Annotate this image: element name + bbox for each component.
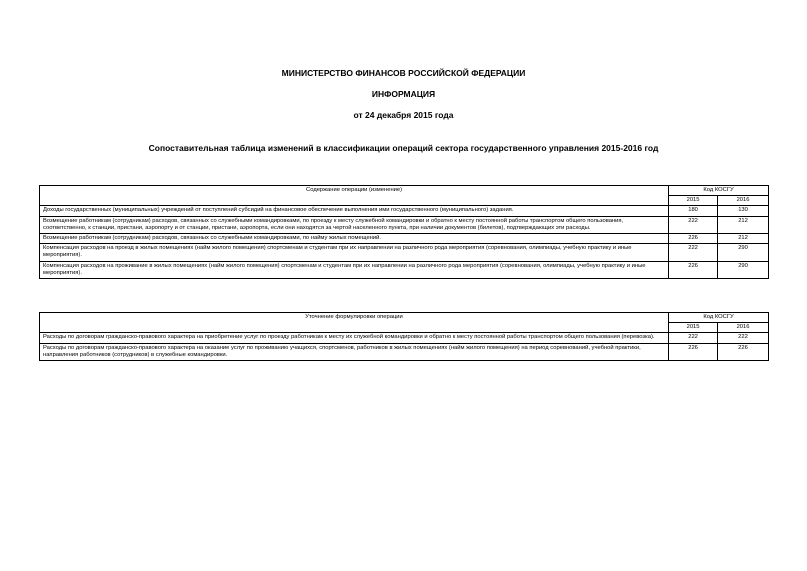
table-row [40,343,769,360]
document-type-heading: ИНФОРМАЦИЯ [371,89,436,99]
table-header-row [40,313,769,323]
table-row [40,333,769,343]
document-date: от 24 декабря 2015 года [353,110,454,120]
row-description: Доходы государственных (муниципальных) учреждений от поступлений субсидий на финансовое обеспечение выполнения ими государственного (муниципального) задания. [40,206,669,216]
column-header-year-2016: 2016 [718,196,769,206]
changes-table [39,185,769,279]
row-code-2016: 212 [718,216,769,233]
row-description: Компенсация расходов на проезд в жилых помещениях (найм жилого помещения) спортсменам и студентам при их направлении на различного рода мероприятия (соревнования, олимпиады, учебную практику и иные мероприятия). [40,244,669,261]
row-description: Компенсация расходов на проживание в жилых помещениях (найм жилого помещения) спортсменам и студентам при их направлении на различного рода мероприятия (соревнования, олимпиады, учебную практику и иные мероприятия). [40,261,669,278]
row-code-2015: 222 [669,216,718,233]
row-description: Расходы по договорам гражданско-правового характера на приобретение услуг по проезду работникам к месту их служебной командировки и обратно к месту постоянной работы транспортом общего пользования (перевозка). [40,333,669,343]
row-code-2016: 226 [718,343,769,360]
table-row [40,206,769,216]
row-code-2016: 130 [718,206,769,216]
row-code-2016: 290 [718,244,769,261]
clarifications-table [39,312,769,361]
row-description: Возмещение работникам (сотрудникам) расходов, связанных со служебными командировками, по найму жилых помещений. [40,234,669,244]
column-header-content: Уточнение формулировки операции [40,313,669,333]
row-code-2015: 226 [669,234,718,244]
row-code-2015: 226 [669,343,718,360]
table-header-row [40,186,769,196]
row-code-2016: 290 [718,261,769,278]
table-row [40,216,769,233]
table-row [40,261,769,278]
document-title: Сопоставительная таблица изменений в классификации операций сектора государственного управления 2015-2016 год [148,143,659,153]
column-header-year-2016: 2016 [718,323,769,333]
row-code-2015: 222 [669,333,718,343]
row-description: Возмещение работникам (сотрудникам) расходов, связанных со служебными командировками, по проезду к месту служебной командировки и обратно к месту постоянной работы транспортом общего пользования, соответственно, к станции, пристани, аэропорту и от станции, пристани, аэропорта, если они находятся за чертой населенного пункта, при наличии документов (билетов), подтверждающих эти расходы. [40,216,669,233]
row-code-2015: 180 [669,206,718,216]
row-code-2016: 222 [718,333,769,343]
row-code-2015: 226 [669,261,718,278]
column-header-year-2015: 2015 [669,196,718,206]
ministry-heading: МИНИСТЕРСТВО ФИНАНСОВ РОССИЙСКОЙ ФЕДЕРАЦИИ [281,68,526,78]
table-row [40,234,769,244]
column-header-code: Код КОСГУ [669,186,769,196]
column-header-content: Содержание операции (изменение) [40,186,669,206]
row-code-2015: 222 [669,244,718,261]
table-row [40,244,769,261]
column-header-code: Код КОСГУ [669,313,769,323]
row-code-2016: 212 [718,234,769,244]
column-header-year-2015: 2015 [669,323,718,333]
row-description: Расходы по договорам гражданско-правового характера на оказание услуг по проживанию учащихся, спортсменов, работников в жилых помещениях (найм жилого помещения) на период соревнований, учебной практики, направления работников (сотрудников) в служебные командировки. [40,343,669,360]
